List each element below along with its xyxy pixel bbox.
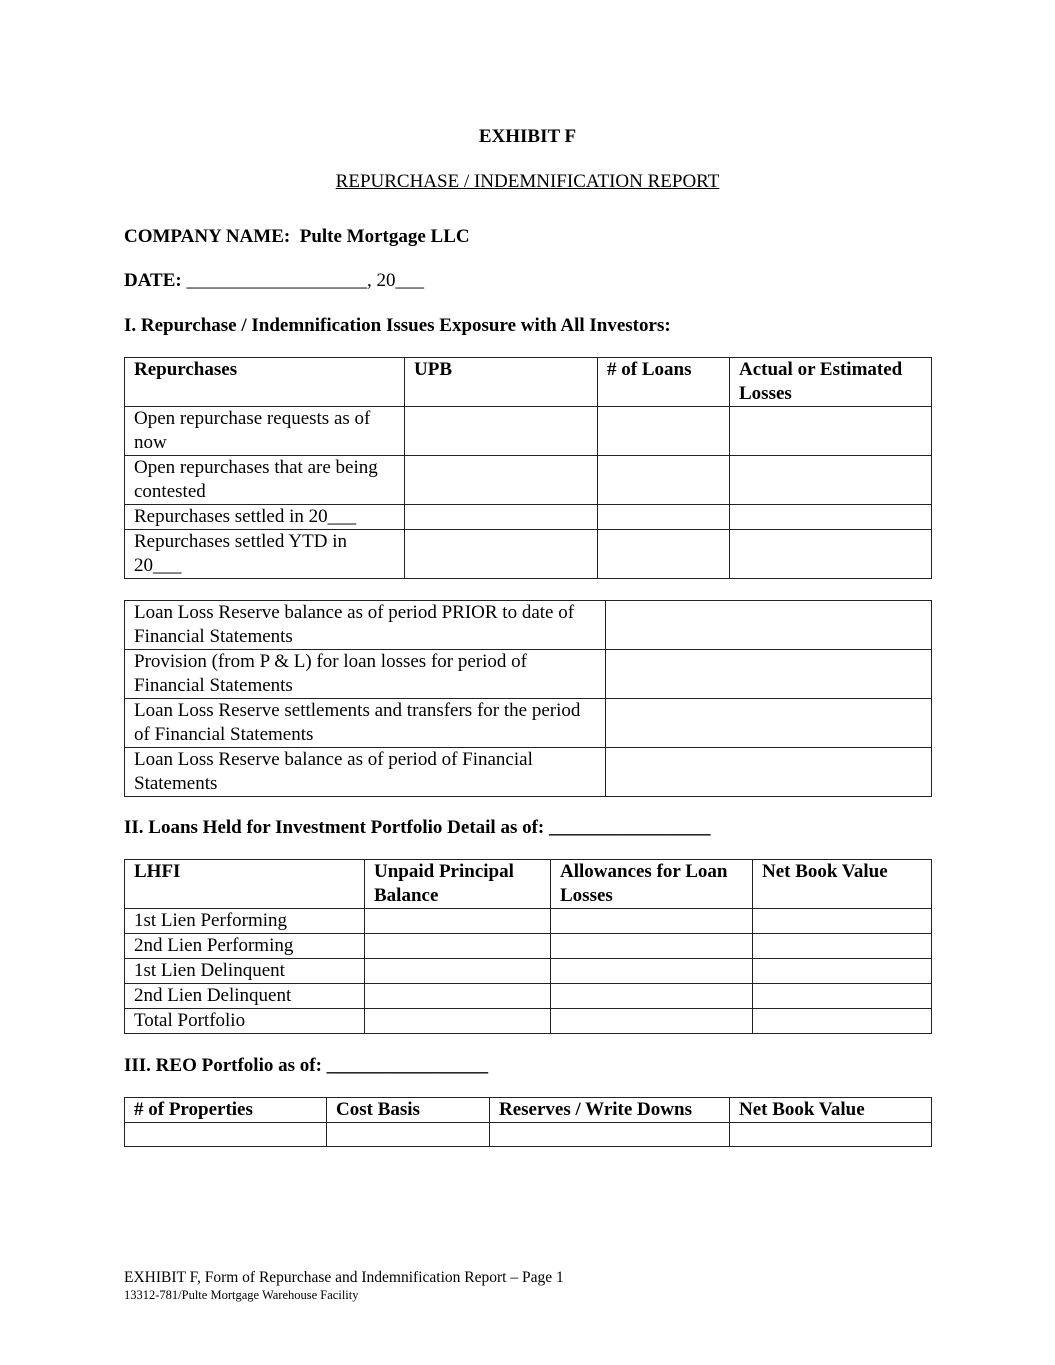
section1-heading: I. Repurchase / Indemnification Issues Exposure with All Investors: bbox=[124, 315, 671, 336]
row-label: 1st Lien Performing bbox=[125, 909, 365, 934]
table-cell[interactable] bbox=[490, 1123, 730, 1147]
table-row bbox=[125, 934, 932, 959]
table-row bbox=[125, 984, 932, 1009]
table-cell[interactable] bbox=[365, 934, 551, 959]
table-row bbox=[125, 959, 932, 984]
row-label: Open repurchases that are being contested bbox=[125, 456, 405, 505]
exhibit-title: EXHIBIT F bbox=[478, 126, 577, 147]
table-cell[interactable] bbox=[405, 530, 598, 579]
section2-date-field[interactable]: _________________ bbox=[549, 817, 711, 838]
table-cell[interactable] bbox=[730, 530, 932, 579]
lhfi-table bbox=[124, 859, 932, 1034]
col-header-properties: # of Properties bbox=[125, 1098, 327, 1123]
col-header-losses: Actual or Estimated Losses bbox=[730, 358, 932, 407]
col-header-net-book-value: Net Book Value bbox=[753, 860, 932, 909]
repurchases-table bbox=[124, 357, 932, 579]
row-label: Loan Loss Reserve balance as of period of Financial Statements bbox=[125, 748, 606, 797]
table-cell[interactable] bbox=[551, 909, 753, 934]
table-cell[interactable] bbox=[606, 650, 932, 699]
report-title-text: REPURCHASE / INDEMNIFICATION REPORT bbox=[335, 171, 720, 192]
report-title bbox=[0, 170, 1055, 194]
col-header-allowances: Allowances for Loan Losses bbox=[551, 860, 753, 909]
table-cell[interactable] bbox=[598, 530, 730, 579]
section3-heading-text: III. REO Portfolio as of: bbox=[124, 1055, 322, 1076]
table-row bbox=[125, 407, 932, 456]
row-label: Loan Loss Reserve balance as of period PRIOR to date of Financial Statements bbox=[125, 601, 606, 650]
section3-date-field[interactable]: _________________ bbox=[326, 1055, 489, 1076]
reo-table bbox=[124, 1097, 932, 1147]
row-label: Repurchases settled YTD in 20___ bbox=[125, 530, 405, 579]
table-cell[interactable] bbox=[753, 1009, 932, 1034]
col-header-lhfi: LHFI bbox=[125, 860, 365, 909]
company-line bbox=[124, 225, 470, 249]
table-cell[interactable] bbox=[753, 909, 932, 934]
table-cell[interactable] bbox=[730, 407, 932, 456]
row-label: Total Portfolio bbox=[125, 1009, 365, 1034]
table-cell[interactable] bbox=[365, 1009, 551, 1034]
table-cell[interactable] bbox=[551, 984, 753, 1009]
company-label: COMPANY NAME: bbox=[124, 226, 291, 247]
row-label: Repurchases settled in 20___ bbox=[125, 505, 405, 530]
table-header-row bbox=[125, 860, 932, 909]
table-row bbox=[125, 456, 932, 505]
col-header-net-book-value: Net Book Value bbox=[730, 1098, 932, 1123]
table-header-row bbox=[125, 1098, 932, 1123]
row-label: 2nd Lien Performing bbox=[125, 934, 365, 959]
row-label: 2nd Lien Delinquent bbox=[125, 984, 365, 1009]
table-row bbox=[125, 1009, 932, 1034]
col-header-cost-basis: Cost Basis bbox=[327, 1098, 490, 1123]
row-label: Loan Loss Reserve settlements and transfers for the period of Financial Statements bbox=[125, 699, 606, 748]
col-header-repurchases: Repurchases bbox=[125, 358, 405, 407]
footer-line1: EXHIBIT F, Form of Repurchase and Indemnification Report – Page 1 bbox=[124, 1269, 564, 1286]
table-row bbox=[125, 601, 932, 650]
table-cell[interactable] bbox=[606, 748, 932, 797]
table-row bbox=[125, 748, 932, 797]
table-cell[interactable] bbox=[551, 934, 753, 959]
table-row bbox=[125, 650, 932, 699]
table-cell[interactable] bbox=[365, 959, 551, 984]
col-header-num-loans: # of Loans bbox=[598, 358, 730, 407]
col-header-reserves: Reserves / Write Downs bbox=[490, 1098, 730, 1123]
col-header-upb: UPB bbox=[405, 358, 598, 407]
row-label: 1st Lien Delinquent bbox=[125, 959, 365, 984]
loan-loss-reserve-table bbox=[124, 600, 932, 797]
col-header-upb: Unpaid Principal Balance bbox=[365, 860, 551, 909]
section2-heading-text: II. Loans Held for Investment Portfolio Detail as of: bbox=[124, 817, 545, 838]
row-label: Open repurchase requests as of now bbox=[125, 407, 405, 456]
table-cell[interactable] bbox=[125, 1123, 327, 1147]
table-row bbox=[125, 909, 932, 934]
company-name: Pulte Mortgage LLC bbox=[299, 226, 470, 247]
row-label: Provision (from P & L) for loan losses for period of Financial Statements bbox=[125, 650, 606, 699]
table-cell[interactable] bbox=[606, 601, 932, 650]
table-cell[interactable] bbox=[606, 699, 932, 748]
table-cell[interactable] bbox=[551, 1009, 753, 1034]
table-cell[interactable] bbox=[405, 456, 598, 505]
table-header-row bbox=[125, 358, 932, 407]
table-cell[interactable] bbox=[405, 505, 598, 530]
table-cell[interactable] bbox=[730, 1123, 932, 1147]
table-row bbox=[125, 1123, 932, 1147]
table-cell[interactable] bbox=[753, 934, 932, 959]
section3-heading bbox=[124, 1054, 488, 1078]
date-field[interactable]: ___________________, 20___ bbox=[186, 270, 424, 291]
table-cell[interactable] bbox=[598, 505, 730, 530]
date-label: DATE: bbox=[124, 270, 182, 291]
table-cell[interactable] bbox=[327, 1123, 490, 1147]
table-cell[interactable] bbox=[365, 984, 551, 1009]
table-cell[interactable] bbox=[753, 959, 932, 984]
table-row bbox=[125, 505, 932, 530]
table-cell[interactable] bbox=[365, 909, 551, 934]
table-cell[interactable] bbox=[730, 456, 932, 505]
table-cell[interactable] bbox=[753, 984, 932, 1009]
table-cell[interactable] bbox=[598, 456, 730, 505]
section2-heading bbox=[124, 816, 711, 840]
table-cell[interactable] bbox=[551, 959, 753, 984]
table-row bbox=[125, 530, 932, 579]
date-line bbox=[124, 269, 424, 293]
table-cell[interactable] bbox=[405, 407, 598, 456]
table-cell[interactable] bbox=[598, 407, 730, 456]
table-row bbox=[125, 699, 932, 748]
table-cell[interactable] bbox=[730, 505, 932, 530]
footer-line2: 13312-781/Pulte Mortgage Warehouse Facility bbox=[124, 1288, 359, 1302]
